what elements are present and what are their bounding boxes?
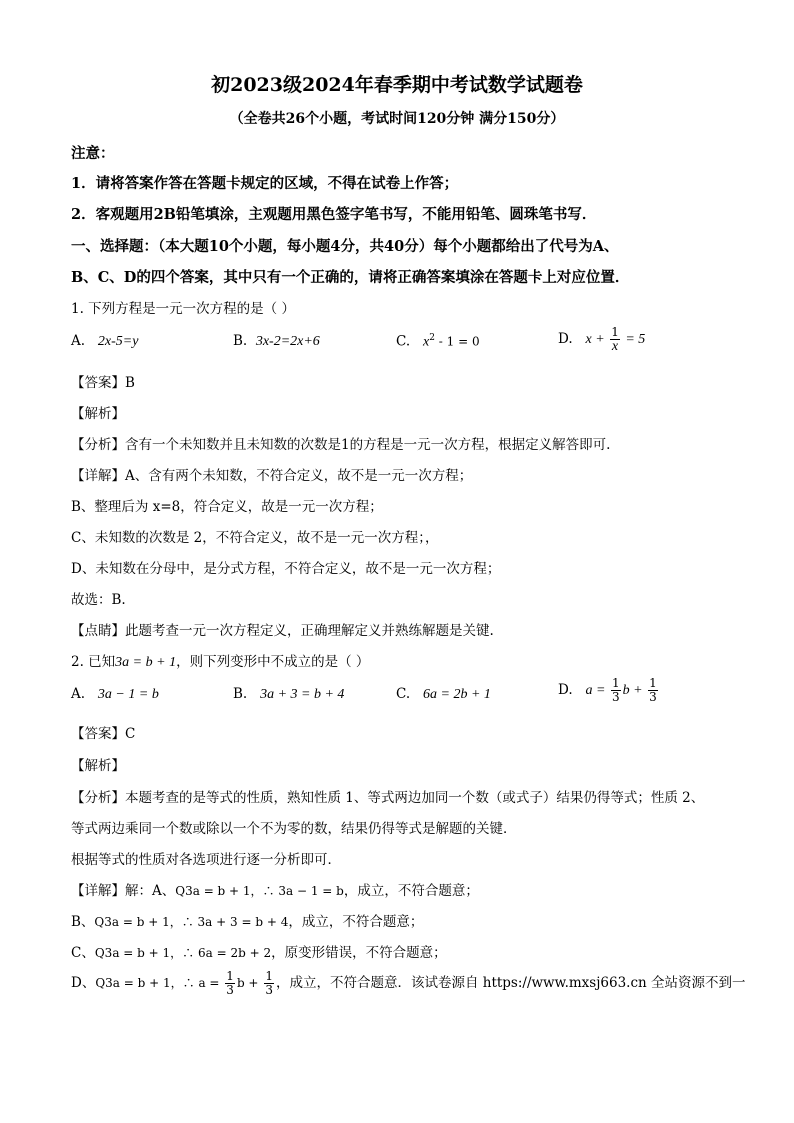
- detail-prefix: C、: [71, 945, 95, 961]
- fraction: $\frac{1}{3}$: [265, 969, 273, 997]
- page-title: 初2023级2024年春季期中考试数学试题卷: [211, 74, 583, 96]
- option-expression: 3x-2=2x+6: [255, 334, 320, 349]
- detail-suffix: ，成立，不符合题意；: [343, 883, 479, 899]
- q1-option-d: [558, 326, 645, 353]
- detail-prefix: D、: [71, 975, 96, 991]
- q1-jiexi-label: 【解析】: [71, 406, 125, 422]
- option-expression-rest: = 5: [621, 332, 646, 347]
- option-label: B.: [233, 686, 248, 702]
- fraction: $\frac{1}{x}$: [611, 325, 619, 354]
- detail-expression: Q3a = b + 1，∴ 3a − 1 = b: [175, 884, 344, 898]
- option-label: D.: [558, 682, 573, 698]
- q2-detail-a: [71, 879, 479, 899]
- notice-item-2: 2．客观题用2B铅笔填涂，主观题用黑色签字笔书写，不能用铅笔、圆珠笔书写．: [71, 206, 597, 223]
- q2-jiexi-label: 【解析】: [71, 758, 125, 774]
- q1-choice: 故选：B.: [71, 592, 126, 608]
- detail-prefix: 【详解】解：A、: [71, 883, 176, 899]
- detail-expression-mid: b +: [236, 976, 263, 990]
- question-1-stem: 1. 下列方程是一元一次方程的是（ ）: [71, 301, 295, 317]
- stem-expression: 3a = b + 1: [115, 655, 177, 670]
- exponent: 2: [429, 333, 435, 343]
- notice-item-1: 1．请将答案作答在答题卡规定的区域，不得在试卷上作答；: [71, 175, 459, 192]
- q2-detail-c: [71, 941, 447, 961]
- q1-detail-d: D、未知数在分母中，是分式方程，不符合定义，故不是一元一次方程；: [71, 561, 501, 577]
- q2-option-b: [233, 686, 344, 703]
- question-2-stem: [71, 650, 369, 671]
- detail-expression: Q3a = b + 1，∴ 3a + 3 = b + 4: [94, 915, 289, 929]
- option-expression: x: [423, 334, 430, 350]
- option-expression-mid: b +: [622, 683, 647, 698]
- stem-text: 2. 已知: [71, 654, 116, 670]
- q1-option-c: [396, 333, 480, 351]
- q2-answer: 【答案】C: [71, 726, 136, 742]
- option-expression: 2x-5=y: [97, 334, 139, 349]
- option-label: B.: [233, 333, 248, 349]
- section-heading-line1: 一、选择题：（本大题10个小题，每小题4分，共40分）每个小题都给出了代号为A、: [71, 238, 619, 255]
- detail-expression: Q3a = b + 1，∴ 6a = 2b + 2: [94, 946, 272, 960]
- option-expression: x +: [585, 332, 609, 347]
- detail-suffix: ，原变形错误，不符合题意；: [271, 945, 447, 961]
- option-expression: a =: [585, 683, 609, 698]
- option-expression: 3a + 3 = b + 4: [260, 687, 345, 702]
- exam-info: （全卷共26个小题，考试时间120分钟 满分150分）: [229, 111, 565, 127]
- option-expression: 6a = 2b + 1: [423, 687, 491, 702]
- fraction: $\frac{1}{3}$: [226, 969, 234, 997]
- option-label: C.: [396, 686, 411, 702]
- fraction: $\frac{1}{3}$: [611, 676, 620, 704]
- option-label: A.: [71, 686, 86, 702]
- q2-analysis-3: 根据等式的性质对各选项进行逐一分析即可．: [71, 852, 341, 868]
- q1-detail-c: C、未知数的次数是 2，不符合定义，故不是一元一次方程；，: [71, 530, 439, 546]
- q2-analysis-1: 【分析】本题考查的是等式的性质，熟知性质 1、等式两边加同一个数（或式子）结果仍得等式；性质 2、: [71, 790, 705, 806]
- q1-option-b: [233, 333, 320, 350]
- q1-analysis: 【分析】含有一个未知数并且未知数的次数是1的方程是一元一次方程，根据定义解答即可.: [71, 437, 611, 453]
- notice-label: 注意：: [71, 145, 115, 162]
- detail-prefix: B、: [71, 914, 95, 930]
- detail-suffix: ，成立，不符合题意；: [288, 914, 424, 930]
- q1-comment: 【点睛】此题考查一元一次方程定义，正确理解定义并熟练解题是关键.: [71, 623, 494, 639]
- option-label: D.: [558, 331, 573, 347]
- q2-option-a: [71, 686, 159, 703]
- q2-detail-b: [71, 910, 423, 930]
- detail-expression: Q3a = b + 1，∴ a =: [95, 976, 224, 990]
- q1-detail-a: 【详解】A、含有两个未知数，不符合定义，故不是一元一次方程；: [71, 468, 473, 484]
- q1-option-a: [71, 333, 138, 350]
- option-expression: 3a − 1 = b: [97, 687, 159, 702]
- detail-suffix: ，成立，不符合题意．该试卷源自 https://www.mxsj663.cn 全站资源不到一: [275, 975, 746, 991]
- stem-text-rest: ，则下列变形中不成立的是（ ）: [176, 654, 370, 670]
- q2-analysis-2: 等式两边乘同一个数或除以一个不为零的数，结果仍得等式是解题的关键．: [71, 821, 517, 837]
- q2-option-c: [396, 686, 491, 703]
- q2-option-d: [558, 677, 660, 704]
- option-label: C.: [396, 333, 411, 350]
- q1-detail-b: B、整理后为 x=8，符合定义，故是一元一次方程；: [71, 499, 383, 515]
- section-heading-line2: B、C、D的四个答案，其中只有一个正确的，请将正确答案填涂在答题卡上对应位置．: [71, 269, 630, 286]
- option-label: A.: [71, 333, 86, 349]
- fraction: $\frac{1}{3}$: [649, 676, 657, 704]
- q1-answer: 【答案】B: [71, 375, 135, 391]
- q2-detail-d: [71, 970, 746, 997]
- option-expression-rest: - 1 = 0: [434, 334, 480, 349]
